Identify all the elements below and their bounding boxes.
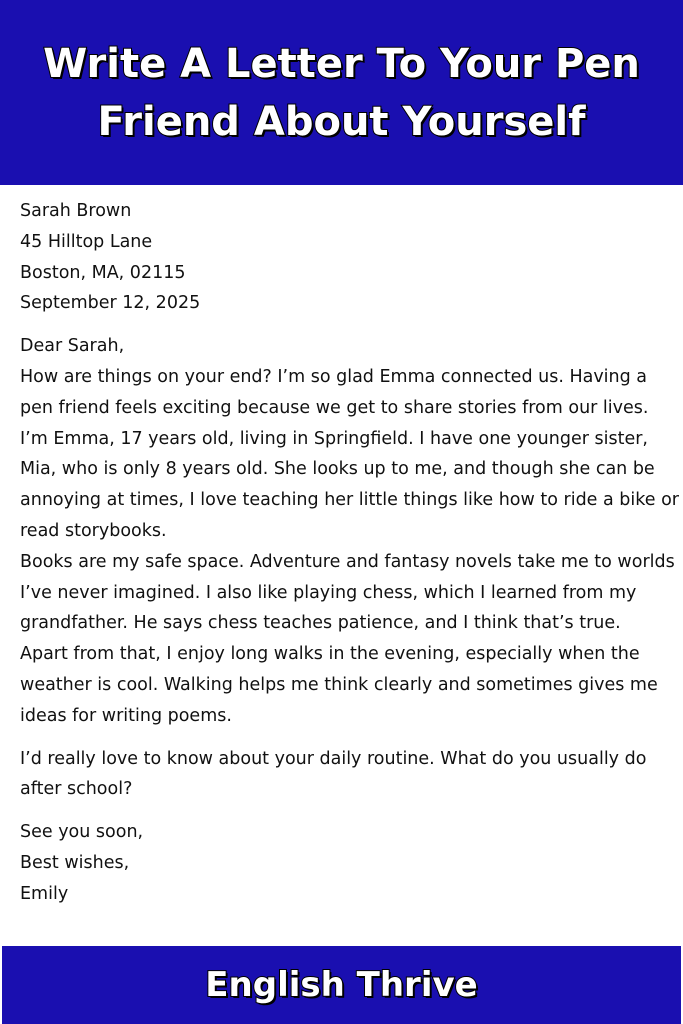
signature: Emily [20, 883, 69, 904]
page-title: Write A Letter To Your Pen Friend About Yourself [43, 40, 640, 145]
letter-date: September 12, 2025 [20, 293, 201, 314]
sender-name: Sarah Brown [20, 201, 132, 221]
sender-street: 45 Hilltop Lane [20, 231, 153, 252]
paragraph: Apart from that, I enjoy long walks in the evening, especially when the weather is cool. Walking helps me think clearly and sometimes gives me ideas for writing poems. [20, 644, 658, 726]
sender-city: Boston, MA, 02115 [20, 262, 186, 283]
closing: See you soon, [20, 822, 144, 843]
brand-name: English Thrive [205, 965, 478, 1005]
salutation: Dear Sarah, [20, 336, 125, 357]
paragraph: How are things on your end? I’m so glad Emma connected us. Having a pen friend feels exciting because we get to share stories from our lives. I’m Emma, 17 years old, living in Springfield. I have one younger sister, Mia, who is only 8 years old. She looks up to me, and though she can be annoying at times, I love teaching her little things like how to ride a bike or read storybooks. [20, 366, 680, 541]
paragraph: I’d really love to know about your daily routine. What do you usually do after school? [20, 748, 647, 800]
letter [20, 196, 680, 910]
closing: Best wishes, [20, 852, 130, 873]
footer-banner [2, 946, 681, 1024]
paragraph: Books are my safe space. Adventure and fantasy novels take me to worlds I’ve never imagined. I also like playing chess, which I learned from my grandfather. He says chess teaches patience, and I think that’s true. [20, 551, 675, 634]
title-banner [0, 0, 683, 185]
